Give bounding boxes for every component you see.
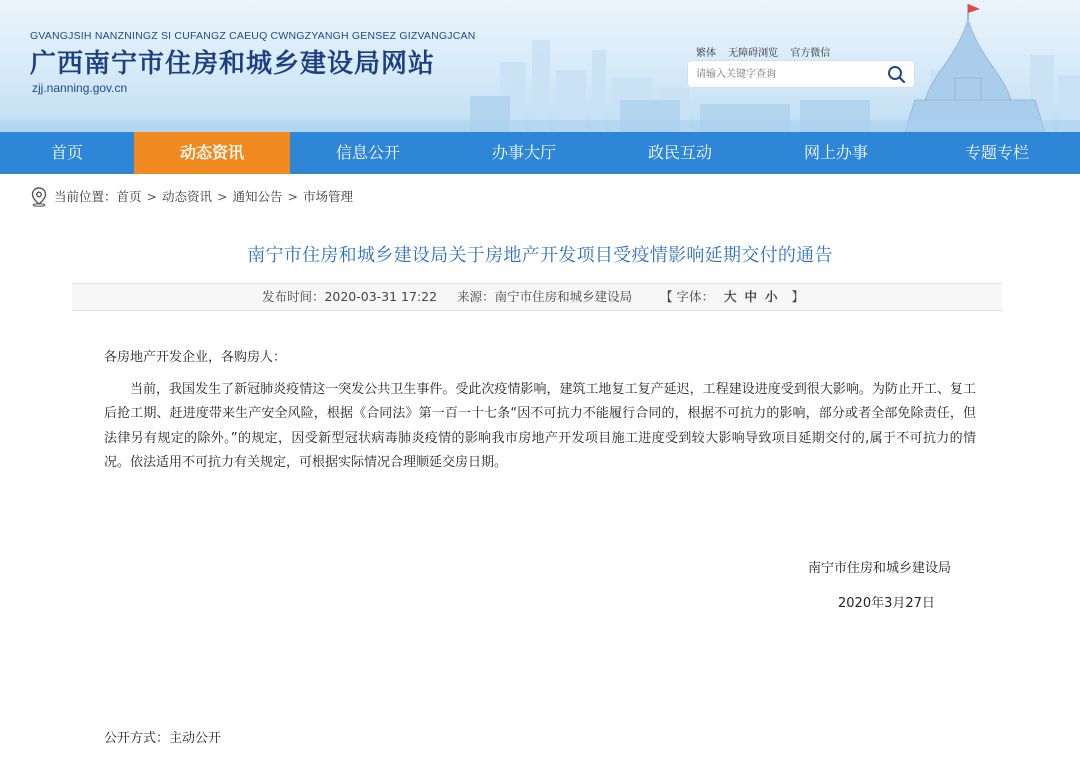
article-source: 来源：南宁市住房和城乡建设局 — [457, 289, 633, 304]
nav-home[interactable]: 首页 — [50, 143, 83, 162]
font-size-small-button[interactable]: 小 — [765, 289, 778, 304]
search-input[interactable] — [696, 65, 876, 83]
site-title[interactable]: 广西南宁市住房和城乡建设局网站 — [30, 49, 436, 79]
publish-time: 发布时间：2020-03-31 17:22 — [261, 289, 438, 304]
article-date: 2020年3月27日 — [838, 596, 935, 611]
search-box — [688, 61, 914, 87]
search-button[interactable] — [886, 65, 906, 83]
nav-special-topics[interactable]: 专题专栏 — [964, 143, 1029, 162]
breadcrumb-separator: > — [217, 189, 228, 204]
font-size-large-button[interactable]: 大 — [724, 289, 737, 304]
breadcrumb-market-management[interactable]: 市场管理 — [303, 189, 354, 204]
breadcrumb-label: 当前位置： — [54, 189, 117, 204]
article-salutation: 各房地产开发企业，各购房人： — [104, 350, 287, 365]
official-wechat-link[interactable]: 官方微信 — [790, 48, 831, 59]
font-size-control — [652, 289, 812, 304]
top-links — [696, 44, 839, 59]
public-mode: 公开方式：主动公开 — [104, 731, 222, 746]
nav-service-hall[interactable]: 办事大厅 — [491, 143, 556, 162]
site-domain: zjj.nanning.gov.cn — [32, 81, 128, 95]
nav-online-service[interactable]: 网上办事 — [803, 143, 868, 162]
breadcrumb-news[interactable]: 动态资讯 — [162, 189, 213, 204]
search-icon — [886, 65, 906, 83]
site-title-pinyin: GVANGJSIH NANZNINGZ SI CUFANGZ CAEUQ CWNGZYANGH GENSEZ GIZVANGJCAN — [30, 30, 476, 42]
nav-info-disclosure[interactable]: 信息公开 — [335, 143, 400, 162]
nav-news[interactable]: 动态资讯 — [134, 132, 290, 174]
site-header — [0, 0, 1080, 132]
font-size-label: 【 字体： — [660, 289, 715, 304]
breadcrumb-home[interactable]: 首页 — [116, 189, 142, 204]
traditional-chinese-link[interactable]: 繁体 — [696, 48, 716, 59]
breadcrumb — [30, 187, 353, 207]
article-meta-bar — [72, 283, 1002, 311]
nav-interaction[interactable]: 政民互动 — [647, 143, 712, 162]
main-nav — [0, 132, 1080, 174]
article-title: 南宁市住房和城乡建设局关于房地产开发项目受疫情影响延期交付的通告 — [247, 245, 833, 266]
breadcrumb-separator: > — [287, 189, 299, 204]
accessibility-link[interactable]: 无障碍浏览 — [728, 48, 779, 59]
breadcrumb-notices[interactable]: 通知公告 — [232, 189, 283, 204]
font-size-medium-button[interactable]: 中 — [744, 289, 758, 304]
article-body: 当前，我国发生了新冠肺炎疫情这一突发公共卫生事件。受此次疫情影响，建筑工地复工复产延迟，工程建设进度受到很大影响。为防止开工、复工后抢工期、赶进度带来生产安全风险，根据《合同法》第一百一十七条“因不可抗力不能履行合同的，根据不可抗力的影响，部分或者全部免除责任，但法律另有规定的除外。”的规定，因受新型冠状病毒肺炎疫情的影响我市房地产开发项目施工进度受到较大影响导致项目延期交付的,属于不可抗力的情况。依法适用不可抗力有关规定，可根据实际情况合理顺延交房日期。 — [104, 382, 976, 470]
breadcrumb-separator: > — [146, 189, 158, 204]
font-size-close-bracket: 】 — [791, 289, 805, 304]
article-signer: 南宁市住房和城乡建设局 — [808, 561, 952, 576]
location-icon — [30, 187, 48, 207]
